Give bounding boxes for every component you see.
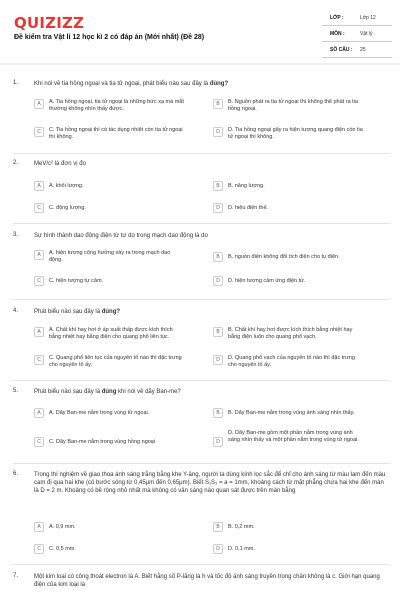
option-letter: A <box>34 327 44 337</box>
question-text <box>34 308 389 316</box>
option-d[interactable] <box>213 203 363 213</box>
question-text-bold: đúng? <box>209 81 229 87</box>
option-letter: C <box>34 127 44 137</box>
option-text: B. Dãy Ban-me nằm trong vùng ánh sáng nhìn thấy. <box>228 410 355 416</box>
option-letter: C <box>34 544 44 554</box>
question-text-bold: đúng <box>101 389 117 395</box>
question-text: Một kim loại có công thoát electron là A. Biết hằng số P-lăng là h và tốc độ ánh sáng truyền trong chân không là c. Giới hạn quang điện của kim loại là <box>34 574 380 588</box>
question-text-bold: đúng? <box>101 309 121 315</box>
question-text <box>34 80 389 88</box>
option-letter: D <box>213 276 223 286</box>
option-text: C. 0,5 mm. <box>49 546 76 552</box>
option-text: B. nguồn điện không đổi tích điện cho tụ điện. <box>228 254 340 260</box>
option-text: C. Tia hồng ngoại thì có tác dụng nhiệt còn tia tử ngoại thì không. <box>49 127 183 140</box>
option-a[interactable] <box>34 522 184 532</box>
option-b[interactable] <box>213 252 363 262</box>
option-letter: A <box>34 99 44 109</box>
option-b[interactable] <box>213 327 363 341</box>
option-c[interactable] <box>34 127 184 141</box>
option-letter: B <box>213 522 223 532</box>
option-letter: C <box>34 355 44 365</box>
option-letter: B <box>213 252 223 262</box>
option-d[interactable] <box>213 276 363 286</box>
option-letter: D <box>213 544 223 554</box>
option-text: C. Quang phổ liên tục của nguyên tố nào thì đặc trưng cho nguyên tố ấy. <box>49 355 182 368</box>
question-divider <box>13 153 390 154</box>
question-number: 2. <box>13 160 19 166</box>
question-divider <box>13 299 390 300</box>
header <box>0 0 400 62</box>
option-d[interactable] <box>213 355 363 369</box>
question-text-part: Phát biểu nào sau đây là <box>34 389 102 395</box>
meta-key: LỚP : <box>330 14 344 21</box>
question-divider <box>13 223 390 224</box>
option-d[interactable] <box>213 430 363 447</box>
question-text <box>34 388 389 396</box>
option-letter: B <box>213 181 223 191</box>
option-a[interactable] <box>34 99 184 113</box>
option-letter: B <box>213 327 223 337</box>
option-a[interactable] <box>34 250 184 264</box>
option-text: B. Nguồn phát ra tia tử ngoại thì không thể phát ra tia hồng ngoại. <box>228 99 358 112</box>
question-divider <box>13 564 390 565</box>
option-c[interactable] <box>34 437 184 447</box>
option-d[interactable] <box>213 127 363 141</box>
meta-key: SỐ CÂU : <box>330 46 353 53</box>
question-text-part: Phát biểu nào sau đây là <box>34 309 102 315</box>
question-number: 3. <box>13 232 19 238</box>
question-number: 1. <box>13 80 19 86</box>
question-text: Sự hình thành dao động điện từ tự do trong mạch dao động là do <box>34 233 208 239</box>
question-text: Trong thí nghiệm về giao thoa ánh sáng trắng bằng khe Y-âng, người ta dùng kính lọc sắc để chỉ cho ánh sáng từ màu lam đến màu cam đi qua hai khe (có bước sóng từ 0,45μm đến 0,65μm). Biết S₁S₂ = a = 1mm, khoảng cách từ mặt phẳng chứa hai khe đến màn là D = 2 m. Khoảng có bề rộng nhỏ nhất mà không có vân sáng nào quan sát được trên màn bằng <box>34 472 386 494</box>
page-title: Đề kiểm tra Vật lí 12 học kì 2 có đáp án (Mới nhất) (Đề 28) <box>14 34 205 41</box>
option-text: A. Chất khí hay hơi ở áp suất thấp được kích thích bằng nhiệt hay bằng điện cho quang phổ liên tục. <box>49 327 173 340</box>
option-c[interactable] <box>34 203 184 213</box>
option-letter: C <box>34 203 44 213</box>
question-number: 4. <box>13 308 19 314</box>
option-b[interactable] <box>213 408 363 418</box>
meta-key: MÔN : <box>330 30 345 37</box>
option-letter: D <box>213 355 223 365</box>
option-text: C. Dãy Ban-me nằm trong vùng hồng ngoại <box>49 439 156 445</box>
option-c[interactable] <box>34 544 184 554</box>
header-divider <box>0 63 400 65</box>
option-text: B. 0,2 mm. <box>228 524 255 530</box>
option-text: A. Tia hồng ngoại, tia tử ngoại là những bức xạ mà mắt thường không nhìn thấy được. <box>49 99 184 112</box>
question-number: 6. <box>13 471 19 477</box>
quizizz-logo: QUIZIZZ <box>14 14 85 32</box>
option-text: A. 0,9 mm. <box>49 524 76 530</box>
question-text: MeV/c² là đơn vị đo <box>34 161 86 167</box>
option-a[interactable] <box>34 327 184 341</box>
option-letter: D <box>213 127 223 137</box>
meta-box <box>322 10 392 58</box>
meta-value: 25 <box>360 46 366 53</box>
option-letter: B <box>213 99 223 109</box>
option-text: C. động lượng. <box>49 205 86 211</box>
option-d[interactable] <box>213 544 363 554</box>
option-letter: C <box>34 437 44 447</box>
option-c[interactable] <box>34 276 184 286</box>
meta-row-count <box>322 42 392 58</box>
option-letter: B <box>213 408 223 418</box>
option-letter: A <box>34 181 44 191</box>
option-b[interactable] <box>213 99 363 113</box>
option-text: A. hiện tượng cộng hưởng xảy ra trong mạch dao động. <box>49 250 171 263</box>
option-text: C. hiện tượng tự cảm. <box>49 278 104 284</box>
option-text: B. năng lượng. <box>228 183 265 189</box>
question-number: 7. <box>13 573 19 579</box>
option-text: D. Quang phổ vạch của nguyên tố nào thì đặc trưng cho nguyên tố ấy. <box>228 355 355 368</box>
option-letter: D <box>213 203 223 213</box>
option-letter: A <box>34 408 44 418</box>
option-a[interactable] <box>34 181 184 191</box>
option-text: A. Dãy Ban-me nằm trong vùng tử ngoại. <box>49 410 150 416</box>
option-text: D. Tia hồng ngoại gây ra hiện tượng quang điện còn tia tử ngoại thì không. <box>228 127 363 140</box>
option-letter: A <box>34 522 44 532</box>
option-text: D. hiện tượng cảm ứng điện từ. <box>228 278 306 284</box>
option-letter: A <box>34 250 44 260</box>
question-divider <box>13 380 390 381</box>
option-letter: C <box>34 276 44 286</box>
option-text: D. Dãy Ban-me gồm một phần nằm trong vùng ánh sáng nhìn thấy và một phần nằm trong vùng tử ngoại. <box>228 430 359 443</box>
option-a[interactable] <box>34 408 184 418</box>
option-b[interactable] <box>213 181 363 191</box>
option-text: B. Chất khí hay hơi được kích thích bằng nhiệt hay bằng điện luôn cho quang phổ vạch. <box>228 327 353 340</box>
meta-value: Lớp 12 <box>360 14 376 21</box>
meta-row-subject <box>322 26 392 42</box>
question-text-part: khi nói về dãy Ban-me? <box>116 389 181 395</box>
meta-row-class <box>322 10 392 26</box>
option-c[interactable] <box>34 355 184 369</box>
option-b[interactable] <box>213 522 363 532</box>
option-letter: D <box>213 437 223 447</box>
option-text: A. khối lượng. <box>49 183 84 189</box>
question-text-part: Khi nói về tia hồng ngoại và tia tử ngoại, phát biểu nào sau đây là <box>34 81 210 87</box>
question-number: 5. <box>13 388 19 394</box>
option-text: D. hiệu điện thế. <box>228 205 269 211</box>
option-text: D. 0,1 mm. <box>228 546 255 552</box>
question-divider <box>13 463 390 464</box>
meta-value: Vật lý <box>360 30 373 37</box>
